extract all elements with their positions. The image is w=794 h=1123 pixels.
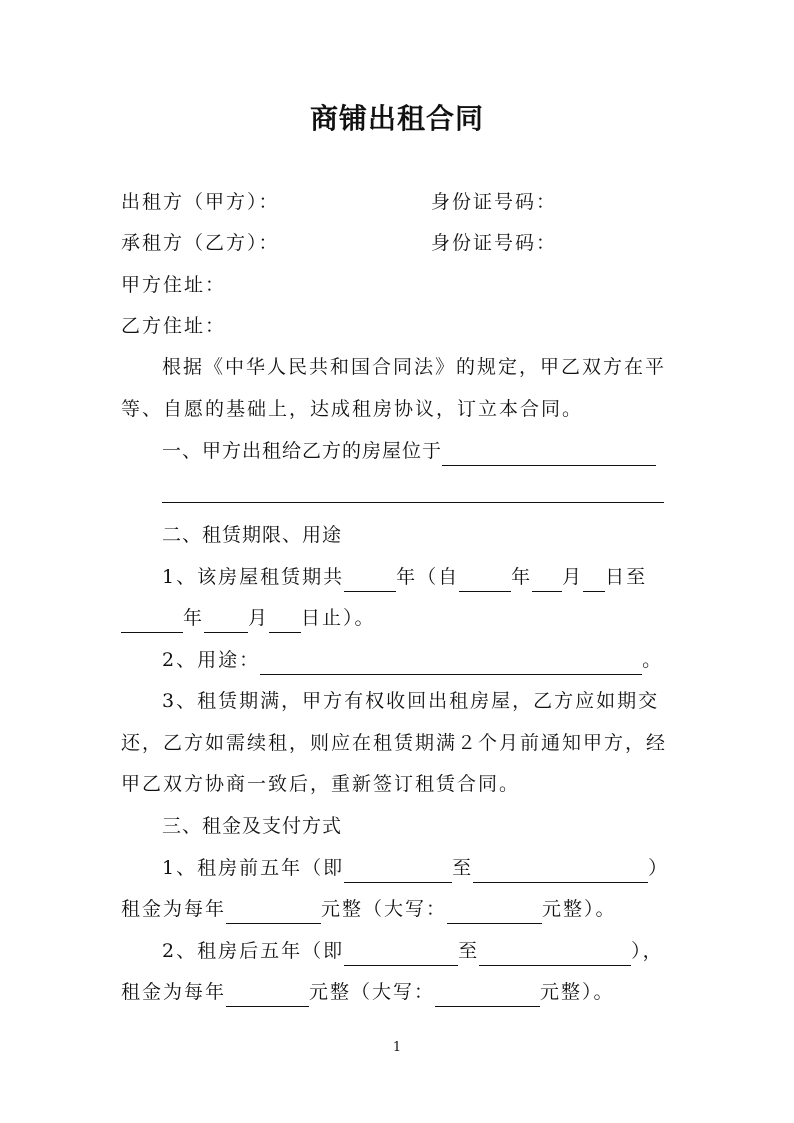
- start-month-blank[interactable]: [532, 569, 562, 592]
- rent-amount-1-end: 元整）。: [542, 898, 617, 920]
- rent-amount-2-words-blank[interactable]: [435, 984, 540, 1007]
- lessee-label: 承租方（乙方）：: [121, 232, 280, 254]
- preamble-line-1: 根据《中华人民共和国合同法》的规定，甲乙双方在平: [162, 356, 667, 378]
- start-day-label: 日至: [605, 566, 648, 588]
- end-day-blank[interactable]: [269, 610, 301, 633]
- rent-period-1-start-blank[interactable]: [344, 860, 452, 883]
- lessor-id-label: 身份证号码：: [431, 191, 558, 213]
- rent-period-1-to: 至: [452, 857, 474, 879]
- end-month-label: 月: [248, 607, 270, 629]
- lessee-id-label: 身份证号码：: [431, 232, 558, 254]
- rent-amount-1-words-blank[interactable]: [447, 901, 542, 924]
- rent-amount-1-words-label: 元整（大写：: [321, 898, 448, 920]
- rent-period-1-end-blank[interactable]: [473, 860, 648, 883]
- end-year-label: 年: [183, 607, 205, 629]
- rent-amount-1-line: [121, 894, 681, 924]
- section-2-heading: 二、租赁期限、用途: [162, 524, 343, 546]
- end-month-blank[interactable]: [204, 610, 248, 633]
- rent-amount-2-words-label: 元整（大写：: [309, 981, 436, 1003]
- preamble-line-2: 等、自愿的基础上，达成租房协议，订立本合同。: [121, 398, 584, 420]
- location-blank-line-2[interactable]: [162, 502, 664, 503]
- rent-period-1-label: 1、租房前五年（即: [162, 857, 345, 879]
- use-end: 。: [642, 649, 664, 671]
- end-year-blank[interactable]: [121, 610, 183, 633]
- rent-period-2-line: [162, 936, 722, 966]
- lessor-address-label: 甲方住址：: [121, 274, 227, 296]
- start-day-blank[interactable]: [583, 569, 605, 592]
- rent-period-2-close: ），: [631, 940, 664, 962]
- use-label: 2、用途：: [162, 649, 261, 671]
- lessor-label: 出租方（甲方）：: [121, 191, 280, 213]
- rent-period-2-end-blank[interactable]: [479, 943, 631, 966]
- lessee-address-label: 乙方住址：: [121, 315, 227, 337]
- use-line: [162, 645, 722, 675]
- rent-period-2-label: 2、租房后五年（即: [162, 940, 345, 962]
- rent-period-1-line: [162, 853, 722, 883]
- rent-amount-2-line: [121, 977, 681, 1007]
- item-3-line-1: 3、租赁期满，甲方有权收回出租房屋，乙方应如期交: [162, 690, 660, 712]
- rent-amount-1-label: 租金为每年: [121, 898, 227, 920]
- rent-amount-2-blank[interactable]: [226, 984, 309, 1007]
- section-1-heading-text: 一、甲方出租给乙方的房屋位于: [162, 440, 443, 462]
- rent-period-2-to: 至: [458, 940, 480, 962]
- location-blank[interactable]: [442, 443, 656, 466]
- page-number: 1: [392, 1040, 402, 1055]
- start-year-blank[interactable]: [459, 569, 511, 592]
- end-day-label: 日止）。: [301, 607, 376, 629]
- section-3-heading: 三、租金及支付方式: [162, 815, 343, 837]
- start-year-label: 年: [511, 566, 533, 588]
- term-line-1: [162, 562, 722, 592]
- rent-period-2-start-blank[interactable]: [344, 943, 458, 966]
- term-label: 1、该房屋租赁期共: [162, 566, 345, 588]
- item-3-line-2: 还，乙方如需续租，则应在租赁期满２个月前通知甲方，经: [121, 732, 668, 754]
- term-years-blank[interactable]: [344, 569, 396, 592]
- use-blank[interactable]: [260, 652, 642, 675]
- rent-amount-2-label: 租金为每年: [121, 981, 227, 1003]
- start-month-label: 月: [562, 566, 584, 588]
- term-line-2: [121, 603, 681, 633]
- rent-amount-1-blank[interactable]: [226, 901, 321, 924]
- rent-amount-2-end: 元整）。: [540, 981, 615, 1003]
- lessee-row: [121, 228, 681, 258]
- document-title: 商铺出租合同: [309, 102, 484, 135]
- lessor-row: [121, 187, 681, 217]
- section-1-heading: [162, 436, 722, 466]
- item-3-line-3: 甲乙双方协商一致后，重新签订租赁合同。: [121, 773, 521, 795]
- term-from-label: 年（自: [396, 566, 460, 588]
- rent-period-1-close: ）: [648, 857, 670, 879]
